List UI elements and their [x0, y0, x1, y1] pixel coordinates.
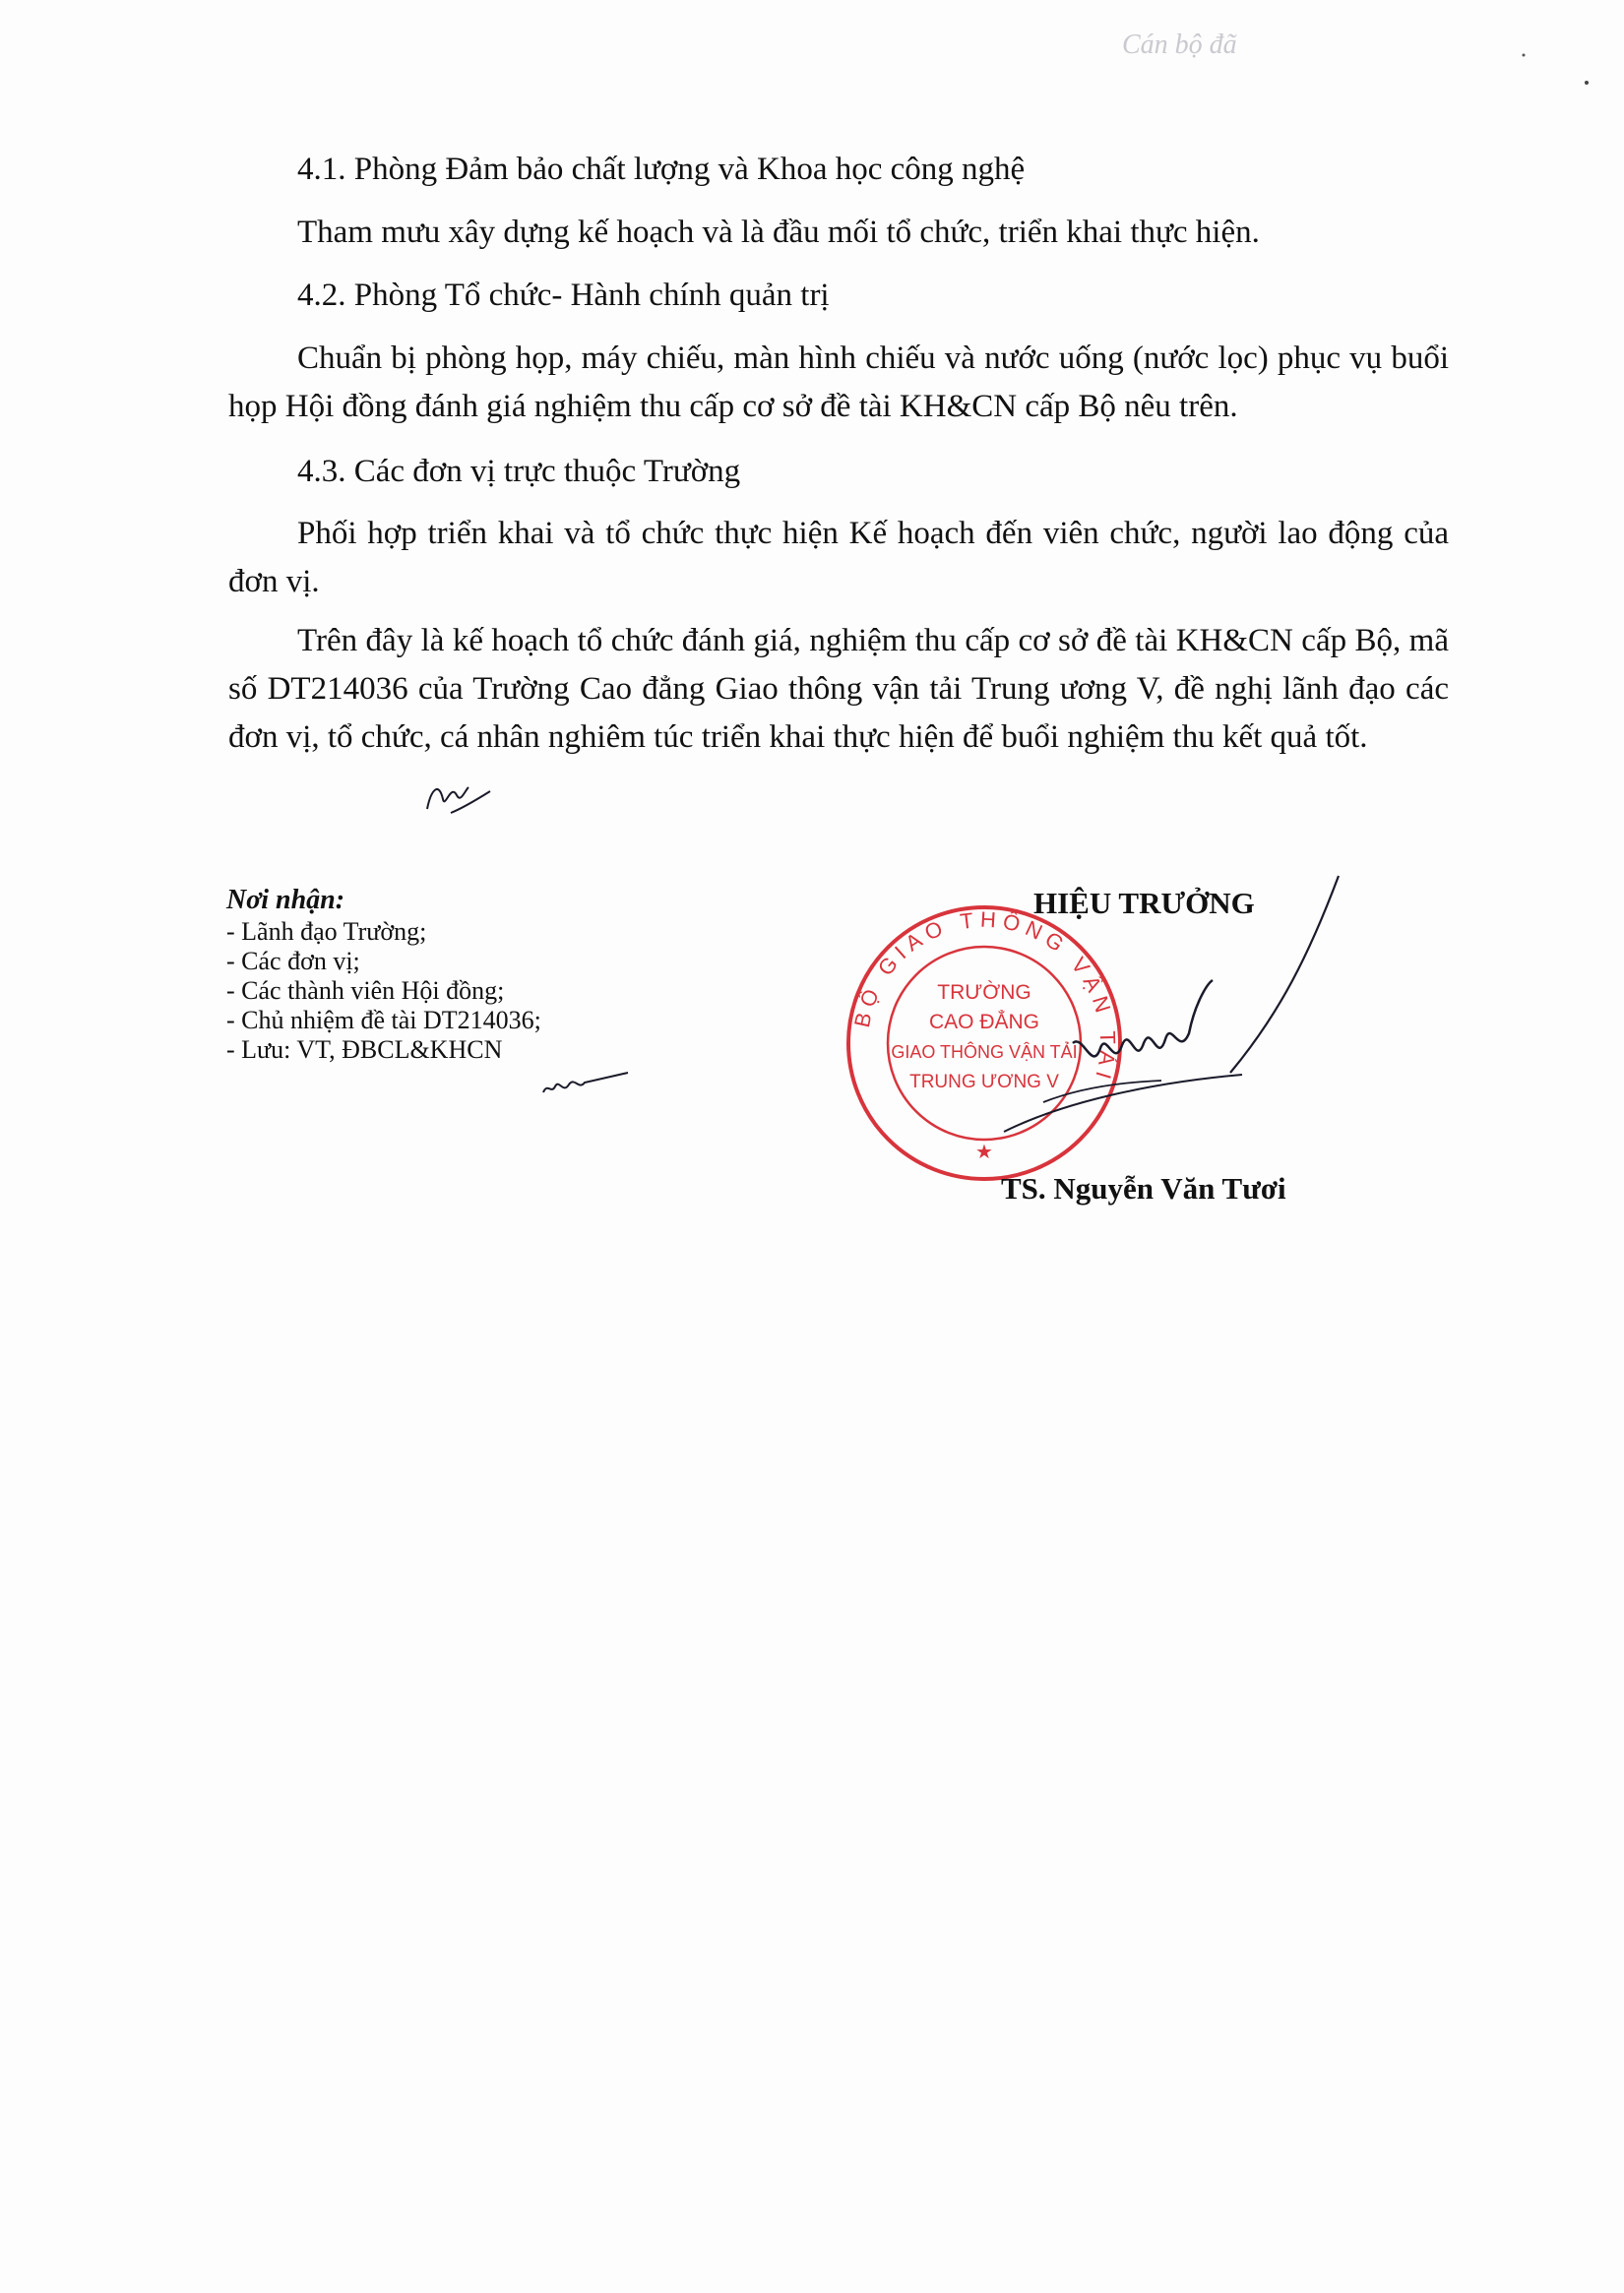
recipient-item: - Các thành viên Hội đồng; — [226, 976, 505, 1005]
section-4-2-heading: 4.2. Phòng Tổ chức- Hành chính quản trị — [297, 278, 830, 313]
recipient-item: - Các đơn vị; — [226, 947, 360, 975]
svg-text:TRUNG ƯƠNG V: TRUNG ƯƠNG V — [909, 1072, 1059, 1092]
recipients-title: Nơi nhận: — [226, 885, 345, 915]
recipients-list — [226, 917, 541, 1065]
section-4-2-body: Chuẩn bị phòng họp, máy chiếu, màn hình chiếu và nước uống (nước lọc) phục vụ buổi họp Hội đồng đánh giá nghiệm thu cấp cơ sở đề tài KH&CN cấp Bộ nêu trên. — [228, 341, 1449, 424]
recipients-block — [226, 886, 541, 1065]
section-4-3-body: Phối hợp triển khai và tổ chức thực hiện Kế hoạch đến viên chức, người lao động của đơn vị. — [228, 516, 1449, 599]
svg-text:★: ★ — [975, 1140, 993, 1163]
svg-text:GIAO THÔNG VẬN TẢI: GIAO THÔNG VẬN TẢI — [891, 1042, 1078, 1062]
section-4-1-heading: 4.1. Phòng Đảm bảo chất lượng và Khoa học công nghệ — [297, 152, 1026, 187]
signatory-name: TS. Nguyễn Văn Tươi — [1001, 1171, 1286, 1206]
recipient-item: - Lưu: VT, ĐBCL&KHCN — [226, 1035, 503, 1064]
recipient-item: - Chủ nhiệm đề tài DT214036; — [226, 1006, 541, 1034]
svg-text:BỘ GIAO THÔNG VẬN TẢI: BỘ GIAO THÔNG VẬN TẢI — [848, 906, 1121, 1087]
signatory-title: HIỆU TRƯỞNG — [1033, 886, 1255, 920]
initial-mark — [421, 770, 500, 829]
recipient-item: - Lãnh đạo Trường; — [226, 917, 427, 946]
section-4-3-heading: 4.3. Các đơn vị trực thuộc Trường — [297, 454, 741, 489]
top-handwriting-note — [1112, 22, 1486, 71]
svg-text:CAO ĐẲNG: CAO ĐẲNG — [928, 1011, 1040, 1033]
handwritten-signature — [984, 846, 1358, 1161]
corner-marks — [1516, 49, 1594, 89]
section-4-1-body: Tham mưu xây dựng kế hoạch và là đầu mối tổ chức, triển khai thực hiện. — [297, 215, 1260, 250]
svg-text:TRƯỜNG: TRƯỜNG — [937, 981, 1031, 1004]
top-handwriting-text: Cán bộ đã — [1122, 30, 1237, 60]
closing-paragraph: Trên đây là kế hoạch tổ chức đánh giá, nghiệm thu cấp cơ sở đề tài KH&CN cấp Bộ, mã số DT214036 của Trường Cao đẳng Giao thông vận tải Trung ương V, đề nghị lãnh đạo các đơn vị, tổ chức, cá nhân nghiêm túc triển khai thực hiện để buổi nghiệm thu kết quả tốt. — [228, 623, 1449, 755]
archive-initial-mark — [539, 1065, 633, 1104]
